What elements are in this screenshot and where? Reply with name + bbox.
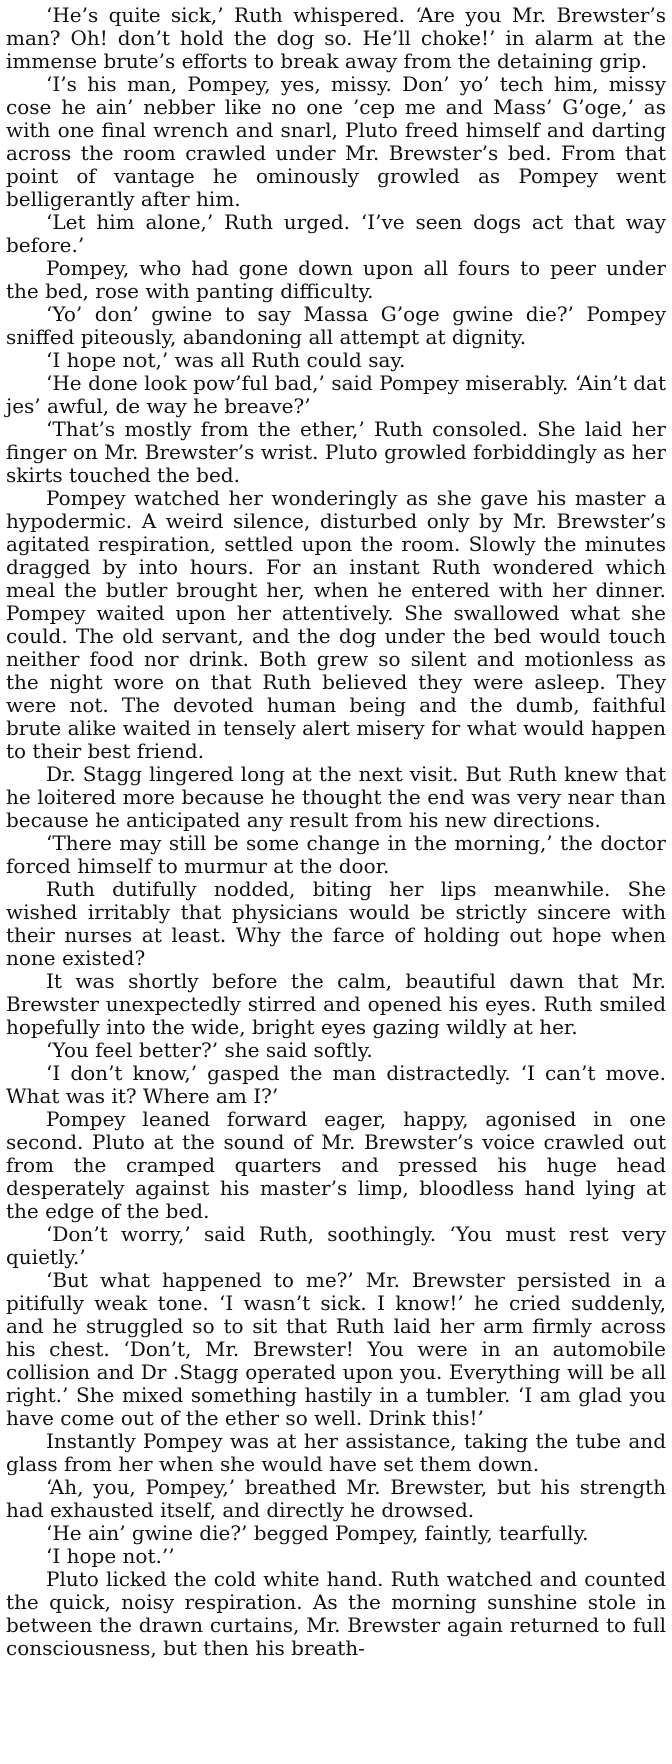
- paragraph: Instantly Pompey was at her assistance, taking the tube and glass from her when she would have set them down.: [6, 1429, 666, 1476]
- paragraph: ‘He’s quite sick,’ Ruth whispered. ‘Are you Mr. Brewster’s man? Oh! don’t hold the dog so. He’ll choke!’ in alarm at the immense brute’s efforts to break away from the detaining grip.: [6, 3, 666, 73]
- paragraph: ‘I’s his man, Pompey, yes, missy. Don’ yo’ tech him, missy cose he ain’ nebber like no one ’cep me and Mass’ G’oge,’ as with one final wrench and snarl, Pluto freed himself and darting across the room crawled under Mr. Brewster’s bed. From that point of vantage he ominously growled as Pompey went belligerantly after him.: [6, 72, 666, 211]
- paragraph: ‘Don’t worry,’ said Ruth, soothingly. ‘You must rest very quietly.’: [6, 1222, 666, 1269]
- paragraph: ‘There may still be some change in the morning,’ the doctor forced himself to murmur at the door.: [6, 831, 666, 878]
- paragraph: ‘He done look pow’ful bad,’ said Pompey miserably. ‘Ain’t dat jes’ awful, de way he breave?’: [6, 371, 666, 418]
- paragraph: Pompey, who had gone down upon all fours to peer under the bed, rose with panting difficulty.: [6, 256, 666, 303]
- paragraph: ‘I hope not,’ was all Ruth could say.: [46, 348, 406, 372]
- paragraph: ‘Yo’ don’ gwine to say Massa G’oge gwine die?’ Pompey sniffed piteously, abandoning all attempt at dignity.: [6, 302, 666, 349]
- paragraph: It was shortly before the calm, beautiful dawn that Mr. Brewster unexpectedly stirred and opened his eyes. Ruth smiled hopefully into the wide, bright eyes gazing wildly at her.: [6, 969, 666, 1039]
- paragraph: Pompey leaned forward eager, happy, agonised in one second. Pluto at the sound of Mr. Brewster’s voice crawled out from the cramped quarters and pressed his huge head desperately against his master’s limp, bloodless hand lying at the edge of the bed.: [6, 1107, 666, 1223]
- paragraph: ‘He ain’ gwine die?’ begged Pompey, faintly, tearfully.: [46, 1521, 589, 1545]
- paragraph: ‘But what happened to me?’ Mr. Brewster persisted in a pitifully weak tone. ‘I wasn’t sick. I know!’ he cried suddenly, and he struggled so to sit that Ruth laid her arm firmly across his chest. ‘Don’t, Mr. Brewster! You were in an automobile collision and Dr .Stagg operated upon you. Everything will be all right.’ She mixed something hastily in a tumbler. ‘I am glad you have come out of the ether so well. Drink this!’: [6, 1268, 666, 1430]
- paragraph: Dr. Stagg lingered long at the next visit. But Ruth knew that he loitered more because he thought the end was very near than because he anticipated any result from his new directions.: [6, 762, 666, 832]
- paragraph: Pluto licked the cold white hand. Ruth watched and counted the quick, noisy respiration. As the morning sunshine stole in between the drawn curtains, Mr. Brewster again returned to full consciousness, but then his breath-: [6, 1567, 666, 1660]
- paragraph: ‘That’s mostly from the ether,’ Ruth consoled. She laid her finger on Mr. Brewster’s wrist. Pluto growled forbiddingly as her skirts touched the bed.: [6, 417, 666, 487]
- paragraph: Pompey watched her wonderingly as she gave his master a hypodermic. A weird silence, disturbed only by Mr. Brewster’s agitated respiration, settled upon the room. Slowly the minutes dragged by into hours. For an instant Ruth wondered which meal the butler brought her, when he entered with her dinner. Pompey waited upon her attentively. She swallowed what she could. The old servant, and the dog under the bed would touch neither food nor drink. Both grew so silent and motionless as the night wore on that Ruth believed they were asleep. They were not. The devoted human being and the dumb, faithful brute alike waited in tensely alert misery for what would happen to their best friend.: [6, 486, 666, 763]
- paragraph: ‘I hope not.’’: [46, 1544, 175, 1568]
- paragraph: ‘I don’t know,’ gasped the man distractedly. ‘I can’t move. What was it? Where am I?’: [6, 1061, 666, 1108]
- paragraph: ‘You feel better?’ she said softly.: [46, 1038, 373, 1062]
- paragraph: Ruth dutifully nodded, biting her lips meanwhile. She wished irritably that physicians would be strictly sincere with their nurses at least. Why the farce of holding out hope when none existed?: [6, 877, 666, 970]
- paragraph: ‘Let him alone,’ Ruth urged. ‘I’ve seen dogs act that way before.’: [6, 210, 666, 257]
- paragraph: ‘Ah, you, Pompey,’ breathed Mr. Brewster, but his strength had exhausted itself, and directly he drowsed.: [6, 1475, 666, 1522]
